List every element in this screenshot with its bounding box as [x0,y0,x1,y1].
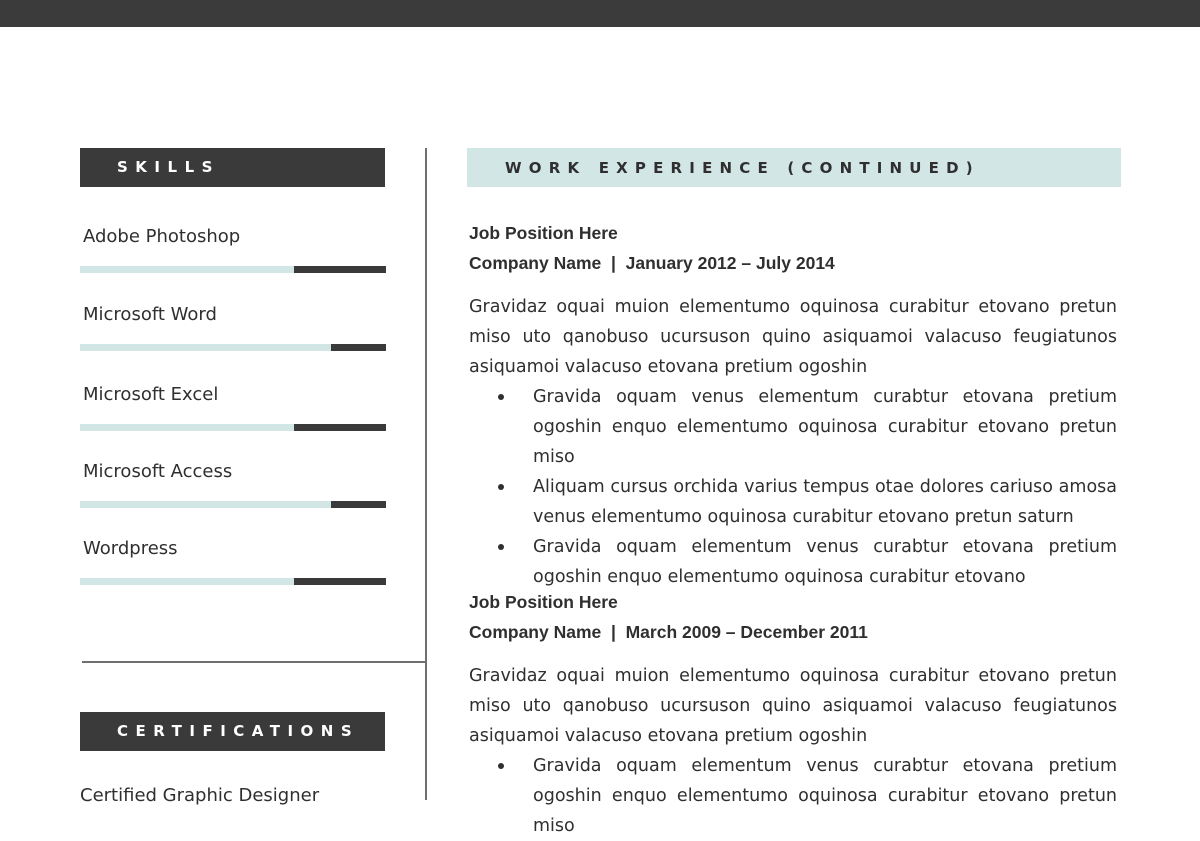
job-bullet [469,382,1117,472]
work-experience-header: WORK EXPERIENCE (CONTINUED) [467,148,1121,187]
job-bullet-text: Gravida oquam elementum venus curabtur etovana pretium ogoshin enquo elementumo oquinosa curabitur etovano [533,537,1117,587]
job-bullet-text: Aliquam cursus orchida varius tempus otae dolores cariuso amosa venus elementumo oquinosa curabitur etovano pretun saturn [533,477,1117,527]
certification-item: Certified Graphic Designer [80,785,320,806]
job-bullet-list [469,382,1117,592]
section-divider [82,661,426,663]
skill-level-fill [294,424,386,431]
job-bullet-list [469,751,1117,841]
job-title: Job Position Here [469,592,618,612]
skill-level-bar [80,266,386,273]
bullet-icon [498,544,504,550]
skill-level-fill [331,344,386,351]
job-description: Gravidaz oquai muion elementumo oquinosa curabitur etovano pretun miso uto qanobuso ucursuson quino asiquamoi valacuso feugiatunos asiquamoi valacuso etovana pretium ogoshin [469,297,1117,377]
skill-name: Microsoft Excel [83,384,219,405]
top-bar [0,0,1200,27]
skill-level-fill [294,578,386,585]
skill-level-fill [294,266,386,273]
job-description: Gravidaz oquai muion elementumo oquinosa curabitur etovano pretun miso uto qanobuso ucursuson quino asiquamoi valacuso feugiatunos asiquamoi valacuso etovana pretium ogoshin [469,666,1117,746]
bullet-icon [498,484,504,490]
skill-level-bar [80,344,386,351]
job-company-dates: Company Name | March 2009 – December 2011 [469,622,868,642]
skill-name: Wordpress [83,538,178,559]
bullet-icon [498,763,504,769]
skills-header: SKILLS [80,148,385,187]
job-entry [469,587,1117,841]
skill-level-fill [331,501,386,508]
job-bullet [469,472,1117,532]
certifications-header: CERTIFICATIONS [80,712,385,751]
column-divider [425,148,427,800]
job-bullet-text: Gravida oquam elementum venus curabtur etovana pretium ogoshin enquo elementumo oquinosa curabitur etovano pretun miso [533,756,1117,836]
skill-name: Adobe Photoshop [83,226,241,247]
job-title: Job Position Here [469,223,618,243]
job-bullet [469,532,1117,592]
job-entry [469,218,1117,592]
job-bullet-text: Gravida oquam venus elementum curabtur etovana pretium ogoshin enquo elementumo oquinosa curabitur etovano pretun miso [533,387,1117,467]
skill-level-bar [80,578,386,585]
skill-name: Microsoft Word [83,304,217,325]
bullet-icon [498,394,504,400]
job-company-dates: Company Name | January 2012 – July 2014 [469,253,835,273]
skill-level-bar [80,424,386,431]
job-bullet [469,751,1117,841]
skill-name: Microsoft Access [83,461,233,482]
skill-level-bar [80,501,386,508]
